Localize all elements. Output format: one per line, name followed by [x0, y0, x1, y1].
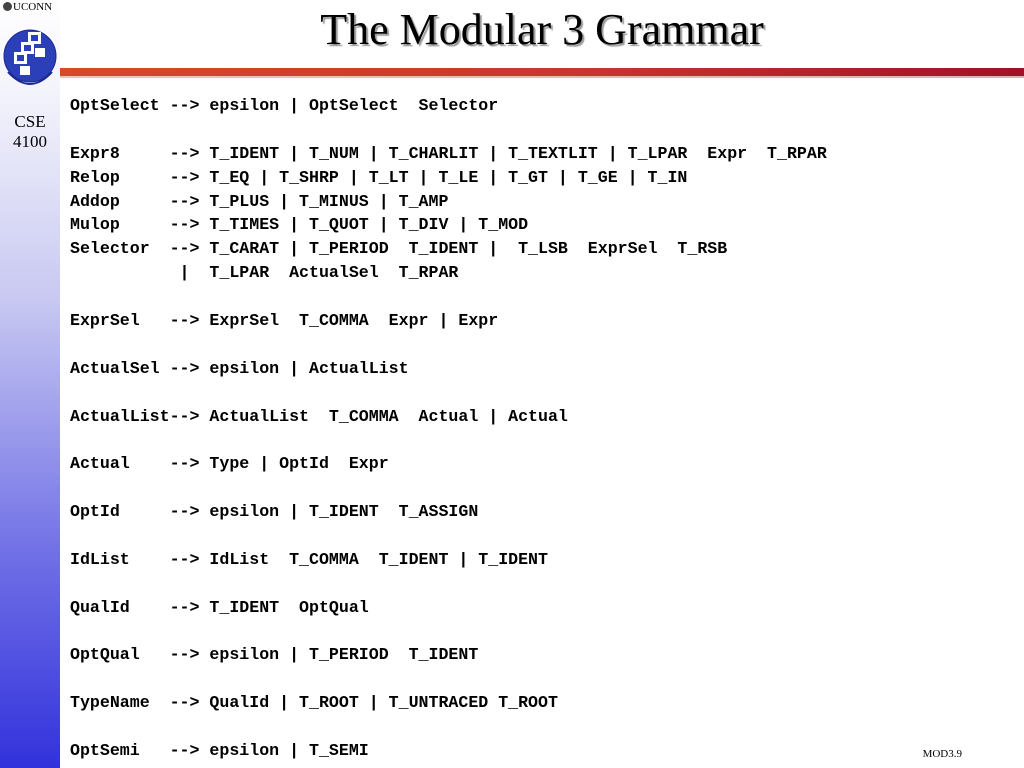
grammar-rule-line: TypeName --> QualId | T_ROOT | T_UNTRACED T_ROOT — [70, 693, 558, 713]
department-logo-icon — [2, 18, 58, 104]
grammar-rule-line: Actual --> Type | OptId Expr — [70, 454, 389, 474]
grammar-rule-line: | T_LPAR ActualSel T_RPAR — [70, 263, 459, 283]
grammar-rule-line: OptQual --> epsilon | T_PERIOD T_IDENT — [70, 645, 479, 665]
grammar-rule-line: OptSemi --> epsilon | T_SEMI — [70, 741, 369, 761]
university-seal-icon — [3, 2, 12, 11]
grammar-blank-line — [70, 524, 827, 548]
course-code: CSE — [14, 112, 46, 131]
grammar-rule-line: Selector --> T_CARAT | T_PERIOD T_IDENT | T_LSB ExprSel T_RSB — [70, 239, 728, 259]
grammar-blank-line — [70, 715, 827, 739]
page-label: MOD3.9 — [922, 748, 962, 760]
grammar-blank-line — [70, 285, 827, 309]
grammar-listing — [70, 94, 827, 763]
grammar-rule-line: Relop --> T_EQ | T_SHRP | T_LT | T_LE | T_GT | T_GE | T_IN — [70, 167, 688, 187]
grammar-rule-line: Expr8 --> T_IDENT | T_NUM | T_CHARLIT | T_TEXTLIT | T_LPAR Expr T_RPAR — [70, 143, 827, 163]
title-divider — [60, 68, 1024, 76]
grammar-blank-line — [70, 118, 827, 142]
grammar-rule-line: OptSelect --> epsilon | OptSelect Selector — [70, 96, 499, 115]
grammar-blank-line — [70, 381, 827, 405]
grammar-blank-line — [70, 572, 827, 596]
grammar-blank-line — [70, 476, 827, 500]
course-label — [0, 112, 60, 152]
grammar-rule-line: IdList --> IdList T_COMMA T_IDENT | T_IDENT — [70, 549, 548, 569]
grammar-rule-line: ExprSel --> ExprSel T_COMMA Expr | Expr — [70, 311, 499, 331]
grammar-rule-line: ActualSel --> epsilon | ActualList — [70, 358, 409, 378]
university-label — [3, 1, 52, 13]
grammar-rule-line: QualId --> T_IDENT OptQual — [70, 597, 369, 617]
slide-title: The Modular 3 Grammar — [320, 5, 764, 54]
grammar-rule-line: Addop --> T_PLUS | T_MINUS | T_AMP — [70, 191, 449, 211]
grammar-blank-line — [70, 620, 827, 644]
grammar-blank-line — [70, 428, 827, 452]
grammar-rule-line: OptId --> epsilon | T_IDENT T_ASSIGN — [70, 502, 479, 522]
course-number: 4100 — [13, 132, 47, 151]
grammar-blank-line — [70, 333, 827, 357]
university-name: UCONN — [13, 1, 53, 13]
grammar-rule-line: Mulop --> T_TIMES | T_QUOT | T_DIV | T_MOD — [70, 215, 529, 235]
sidebar — [0, 0, 60, 768]
grammar-blank-line — [70, 667, 827, 691]
grammar-rule-line: ActualList--> ActualList T_COMMA Actual | Actual — [70, 406, 568, 426]
